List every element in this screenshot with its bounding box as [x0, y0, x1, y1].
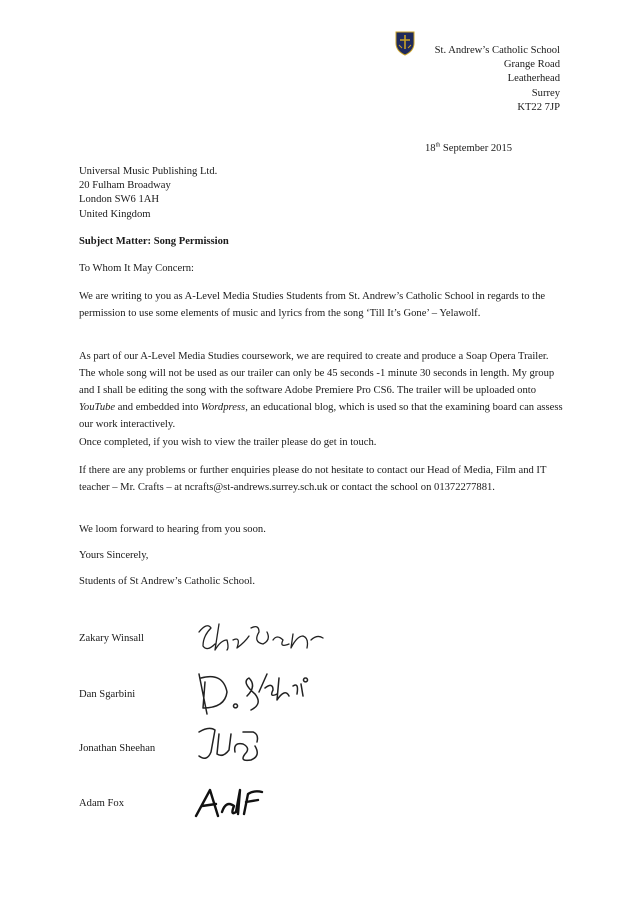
recipient-line: United Kingdom [79, 208, 151, 220]
recipient-line: Universal Music Publishing Ltd. [79, 166, 218, 177]
signature-zakary-winsall [193, 618, 333, 658]
sender-address [435, 44, 560, 115]
closing: Yours Sincerely, [79, 550, 149, 561]
paragraph-closing-remark: We loom forward to hearing from you soon. [79, 524, 266, 535]
recipient-line: 20 Fulham Broadway [79, 180, 171, 192]
address-line: Surrey [531, 87, 560, 99]
signature-dan-sgarbini [193, 668, 328, 718]
salutation: To Whom It May Concern: [79, 263, 194, 274]
letter-date [425, 141, 512, 156]
signatory-name: Jonathan Sheehan [79, 743, 156, 754]
paragraph-text: , an educational blog, which is used so that the examining board can assess our work interactively. [79, 402, 563, 430]
paragraph-enquiries: If there are any problems or further enquiries please do not hesitate to contact our Head of Media, Film and IT teacher – Mr. Crafts – at ncrafts@st-andrews.surrey.sch.uk or contact the school on 01372277881. [79, 465, 547, 493]
address-line: St. Andrew’s Catholic School [434, 45, 560, 56]
paragraph-text: As part of our A-Level Media Studies coursework, we are required to create and produce a Soap Opera Trailer. The whole song will not be used as our trailer can only be 45 seconds -1 minute 30 seconds in length. My group and I shall be editing the song with the software Adobe Premiere Pro CS6. The trailer will be uploaded onto [79, 351, 555, 396]
address-line: KT22 7JP [517, 101, 560, 113]
school-crest-logo [394, 30, 416, 56]
date-suffix: th [435, 142, 441, 149]
date-rest: September 2015 [440, 143, 513, 154]
paragraph-contact-offer: Once completed, if you wish to view the trailer please do get in touch. [79, 437, 377, 448]
signature-adam-fox [192, 782, 270, 824]
paragraph-text: and embedded into [115, 402, 202, 413]
subject-line: Subject Matter: Song Permission [79, 236, 229, 247]
youtube-text: YouTube [79, 402, 116, 413]
signatory-name: Zakary Winsall [79, 633, 144, 644]
signoff: Students of St Andrew’s Catholic School. [79, 576, 255, 587]
paragraph-intro: We are writing to you as A-Level Media Studies Students from St. Andrew’s Catholic School in regards to the permission to use some elements of music and lyrics from the song ‘Till It’s Gone’ – Yelawolf. [79, 291, 546, 319]
recipient-address [79, 165, 217, 222]
signatory-name: Adam Fox [79, 798, 125, 809]
date-day: 18 [425, 143, 436, 154]
address-line: Grange Road [503, 59, 560, 71]
paragraph-coursework [79, 348, 563, 433]
signature-jonathan-sheehan [195, 722, 275, 766]
signatory-name: Dan Sgarbini [79, 689, 136, 700]
address-line: Leatherhead [507, 73, 560, 85]
recipient-line: London SW6 1AH [79, 194, 160, 206]
wordpress-text: Wordpress [201, 402, 246, 413]
